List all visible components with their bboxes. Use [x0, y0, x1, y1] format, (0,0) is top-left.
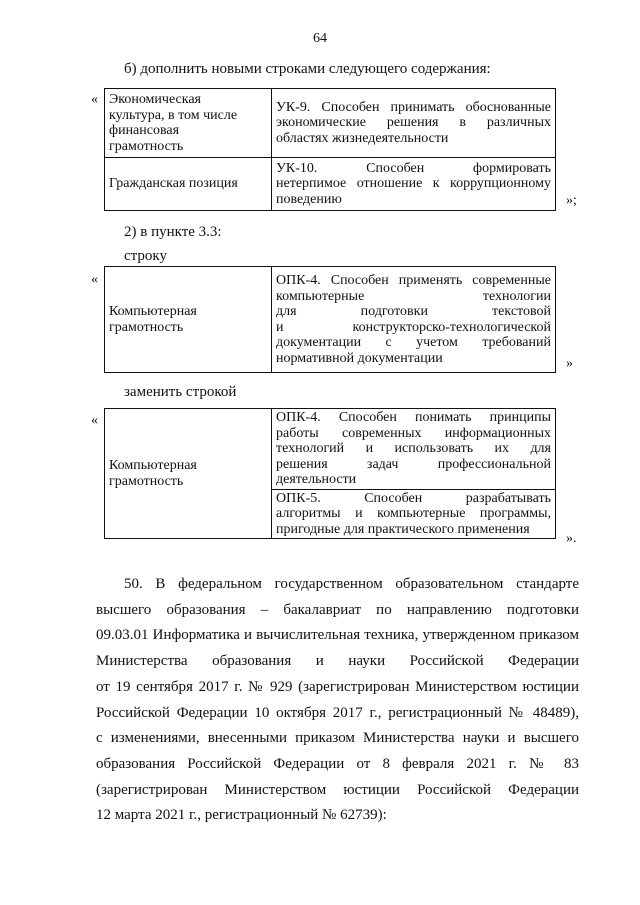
table3-cell-opk5: [272, 489, 556, 539]
page-number: 64: [313, 31, 327, 46]
cell-line: Гражданская позиция: [109, 176, 238, 192]
cell-line: грамотность: [109, 473, 184, 489]
item-b-intro: б) дополнить новыми строками следующего содержания:: [124, 61, 491, 77]
cell-line: технологий и использовать их для: [276, 441, 551, 456]
table1-row: [105, 89, 556, 158]
table3-quote-close: ».: [566, 531, 577, 546]
cell-line: для подготовки текстовой: [276, 304, 551, 319]
table1: [104, 88, 556, 211]
table2-quote-close: »: [566, 356, 573, 371]
table1-quote-close: »;: [566, 193, 577, 208]
cell-line: грамотность: [109, 138, 184, 154]
cell-line: культура, в том числе: [109, 107, 238, 123]
cell-line: деятельности: [276, 472, 357, 487]
cell-line: поведению: [276, 191, 342, 207]
paragraph-line: образования Российской Федерации от 8 февраля 2021 г. № 83: [96, 755, 579, 772]
table3-cell-opk4: [272, 409, 556, 490]
table3-quote-open: «: [91, 413, 98, 428]
table1-row1-left: [105, 89, 272, 158]
cell-line: компьютерные технологии: [276, 288, 551, 304]
cell-line: УК-10. Способен формировать: [276, 160, 551, 176]
table3: [104, 408, 556, 539]
cell-line: алгоритмы и компьютерные программы,: [276, 506, 551, 521]
replace-with: заменить строкой: [124, 384, 237, 400]
table1-row2-left: [105, 158, 272, 211]
cell-line: финансовая: [109, 123, 180, 138]
table2-left: [105, 267, 272, 373]
cell-line: нормативной документации: [276, 350, 443, 366]
paragraph-line: от 19 сентября 2017 г. № 929 (зарегистрирован Министерством юстиции: [96, 678, 579, 695]
table1-row: [105, 158, 556, 211]
cell-line: ОПК-5. Способен разрабатывать: [276, 490, 551, 506]
cell-line: экономические решения в различных: [276, 115, 551, 131]
paragraph-line: с изменениями, внесенными приказом Министерства науки и высшего: [96, 730, 579, 747]
table3-left: [105, 409, 272, 539]
table1-row2-right: [272, 158, 556, 211]
cell-line: пригодные для практического применения: [276, 521, 530, 537]
cell-line: Экономическая: [109, 92, 201, 107]
paragraph-50: [96, 572, 579, 829]
paragraph-line: 12 марта 2021 г., регистрационный № 62739):: [96, 807, 387, 824]
cell-line: ОПК-4. Способен применять современные: [276, 273, 551, 288]
cell-line: документации с учетом требований: [276, 335, 551, 350]
paragraph-line: (зарегистрирован Министерством юстиции Российской Федерации: [96, 781, 579, 798]
paragraph-line: 09.03.01 Информатика и вычислительная техника, утвержденном приказом: [96, 627, 579, 644]
cell-line: областях жизнедеятельности: [276, 130, 449, 146]
paragraph-line: высшего образования – бакалавриат по направлению подготовки: [96, 601, 579, 618]
table2-quote-open: «: [91, 272, 98, 287]
cell-line: работы современных информационных: [276, 425, 551, 441]
cell-line: Компьютерная: [109, 458, 197, 473]
table2: [104, 266, 556, 373]
cell-line: решения задач профессиональной: [276, 456, 551, 472]
table2-right: [272, 267, 556, 373]
cell-line: грамотность: [109, 319, 184, 335]
cell-line: и конструкторско-технологической: [276, 319, 551, 335]
table1-row1-right: [272, 89, 556, 158]
cell-line: УК-9. Способен принимать обоснованные: [276, 99, 551, 115]
table2-row: [105, 267, 556, 373]
cell-line: ОПК-4. Способен понимать принципы: [276, 410, 551, 425]
paragraph-line: Российской Федерации 10 октября 2017 г., регистрационный № 48489),: [96, 704, 579, 721]
item-2: 2) в пункте 3.3:: [124, 224, 222, 240]
cell-line: Компьютерная: [109, 304, 197, 319]
table3-row: [105, 409, 556, 490]
table1-quote-open: «: [91, 92, 98, 107]
cell-line: нетерпимое отношение к коррупционному: [276, 176, 551, 192]
word-row: строку: [124, 248, 167, 264]
paragraph-line: Министерства образования и науки Российской Федерации: [96, 653, 579, 670]
paragraph-line: 50. В федеральном государственном образовательном стандарте: [124, 576, 579, 592]
